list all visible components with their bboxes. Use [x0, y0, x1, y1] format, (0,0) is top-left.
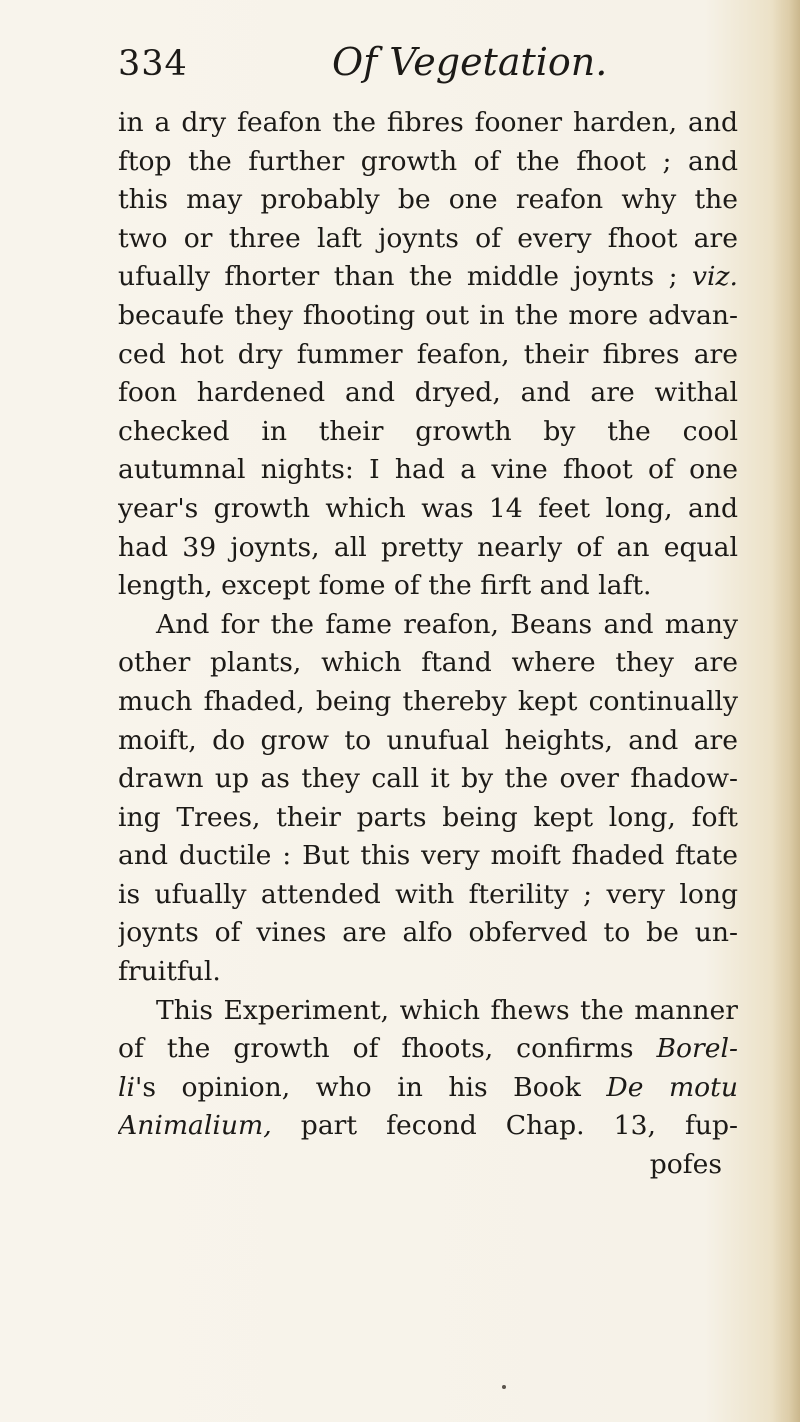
text-line: had 39 joynts, all pretty nearly of an equal — [118, 531, 738, 563]
text-line: drawn up as they call it by the over fhadow- — [118, 763, 738, 795]
running-title: Of Vegetation. — [332, 40, 608, 84]
text-line: This Experiment, which fhews the manner — [156, 994, 738, 1026]
text-line: And for the fame reafon, Beans and many — [156, 608, 738, 640]
text-line: ftop the further growth of the fhoot ; and — [118, 145, 738, 177]
text-line: fruitful. — [118, 956, 221, 988]
text-line: other plants, which ftand where they are — [118, 647, 738, 679]
italic-span: Animalium, — [118, 1110, 272, 1142]
page-number: 334 — [118, 44, 188, 84]
text-line: autumnal nights: I had a vine fhoot of one — [118, 454, 738, 486]
text-line: much fhaded, being thereby kept continually — [118, 685, 738, 717]
italic-span: viz. — [692, 261, 738, 293]
text-line: in a dry feafon the fibres fooner harden, and — [118, 107, 738, 138]
text-line: joynts of vines are alfo obferved to be un- — [118, 917, 738, 949]
catchword: pofes — [649, 1149, 722, 1181]
body-text — [118, 104, 738, 1185]
text-line: two or three laft joynts of every fhoot are — [118, 222, 738, 254]
text-line: is ufually attended with fterility ; very long — [118, 878, 738, 910]
running-head — [118, 40, 738, 92]
text-line: year's growth which was 14 feet long, and — [118, 492, 738, 524]
text-line: ing Trees, their parts being kept long, foft — [118, 801, 738, 833]
page-edge-shadow — [772, 0, 800, 1422]
text-line: checked in their growth by the cool — [118, 415, 738, 447]
text-line — [118, 1107, 738, 1146]
text-span: of the growth of fhoots, confirms — [118, 1033, 634, 1065]
text-line — [118, 1069, 738, 1108]
ink-speck — [502, 1385, 506, 1389]
text-line: foon hardened and dryed, and are withal — [118, 377, 738, 409]
text-line: length, except fome of the firft and laft. — [118, 570, 652, 602]
text-span: part fecond Chap. 13, fup- — [300, 1110, 738, 1142]
text-line: and ductile : But this very moift fhaded ftate — [118, 840, 738, 872]
text-line — [118, 1030, 738, 1069]
text-line: moift, do grow to unufual heights, and are — [118, 724, 738, 756]
text-line: becaufe they fhooting out in the more advan- — [118, 299, 738, 331]
text-span: 's opinion, who in his Book — [135, 1071, 581, 1103]
italic-span: Borel- — [656, 1033, 738, 1065]
text-line: this may probably be one reafon why the — [118, 184, 738, 216]
italic-span: li — [118, 1071, 136, 1103]
text-span: ufually fhorter than the middle joynts ; — [118, 261, 678, 293]
text-line: ced hot dry fummer feafon, their fibres are — [118, 338, 738, 370]
text-line — [118, 258, 738, 297]
italic-span: De motu — [606, 1071, 738, 1103]
